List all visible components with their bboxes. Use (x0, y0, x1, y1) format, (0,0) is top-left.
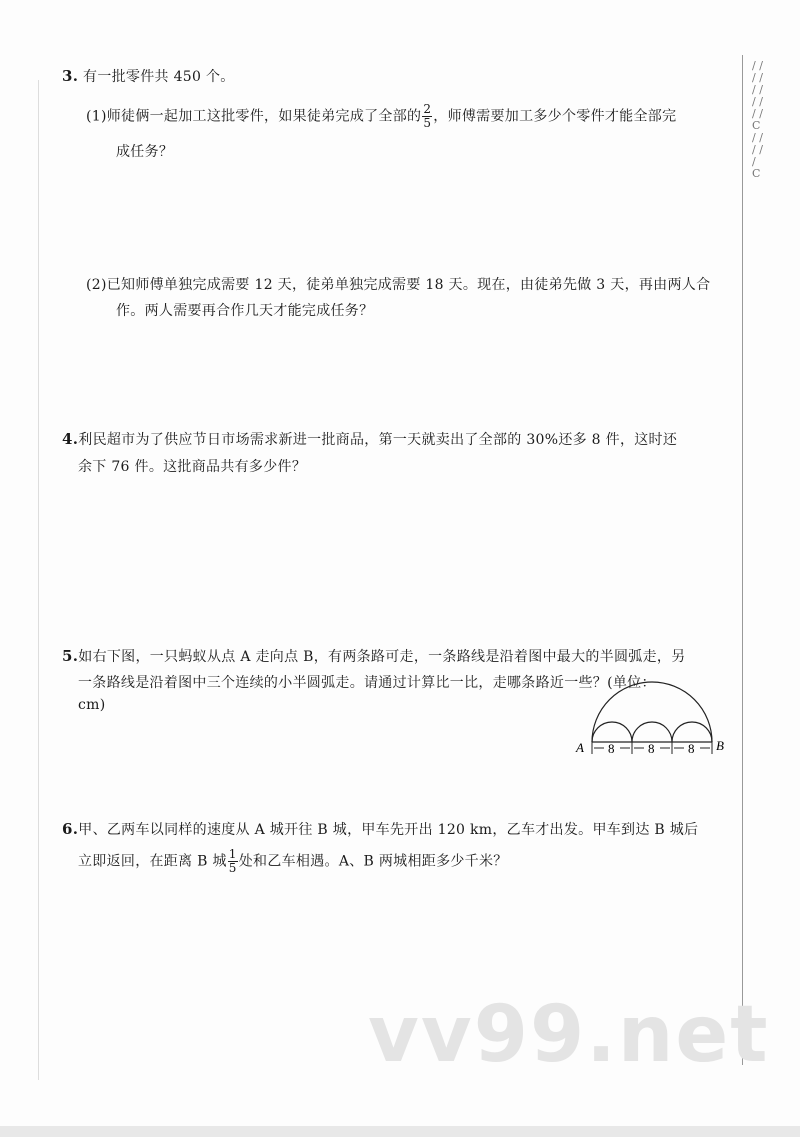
q3-part2-line2: 作。两人需要再合作几天才能完成任务？ (116, 303, 374, 319)
q5-text: 如右下图，一只蚂蚁从点 A 走向点 B，有两条路可走，一条路线是沿着图中最大的半圆弧走，另 (78, 649, 686, 665)
frac-denominator: 5 (423, 116, 432, 130)
q3-part1-cont: 成任务？ (116, 144, 174, 160)
q3-p1-text: (1)师徒俩一起加工这批零件，如果徒弟完成了全部的 (86, 108, 422, 125)
q3-number: 3. (62, 67, 79, 85)
semicircle-diagram (570, 680, 724, 760)
q4-line1 (62, 429, 677, 449)
segment-label: 8 (688, 741, 695, 756)
segment-label: 8 (608, 741, 615, 756)
q5-number: 5. (62, 647, 79, 665)
watermark: vv99.net (368, 990, 770, 1080)
frac-numerator: 2 (423, 102, 432, 116)
q6-text: 甲、乙两车以同样的速度从 A 城开往 B 城，甲车先开出 120 km，乙车才出发。甲车到达 B 城后 (78, 822, 699, 838)
q6-text3: 处和乙车相遇。A、B 两城相距多少千米？ (238, 853, 508, 870)
small-semicircles (592, 722, 712, 742)
q4-line2: 余下 76 件。这批商品共有多少件？ (78, 459, 307, 475)
point-a-label: A (576, 740, 584, 755)
q3-part2-line1: (2)已知师傅单独完成需要 12 天，徒弟单独完成需要 18 天。现在，由徒弟先做 3 天，再由两人合 (86, 277, 711, 293)
q6-line1 (62, 819, 698, 839)
page-left-edge (38, 80, 39, 1080)
fraction (228, 848, 238, 875)
point-b-label: B (716, 738, 724, 753)
q6-number: 6. (62, 820, 79, 838)
q4-number: 4. (62, 430, 79, 448)
large-semicircle (592, 682, 712, 742)
q5-line2: 一条路线是沿着图中三个连续的小半圆弧走。请通过计算比一比，走哪条路近一些？(单位： (78, 675, 656, 691)
binding-margin-line (742, 55, 746, 1065)
q6-line2 (78, 848, 508, 875)
page-bottom-strip (0, 1126, 800, 1137)
q5-line1 (62, 646, 686, 666)
q3-stem (62, 66, 235, 86)
q5-line3: cm) (78, 697, 106, 713)
q6-text2: 立即返回，在距离 B 城 (78, 853, 227, 870)
q3-part1 (86, 103, 676, 130)
q4-text: 利民超市为了供应节日市场需求新进一批商品，第一天就卖出了全部的 30%还多 8 件，这时还 (78, 432, 678, 448)
segment-label: 8 (648, 741, 655, 756)
frac-denominator: 5 (228, 861, 237, 875)
fraction (422, 103, 432, 130)
q3-p1-text2: ，师傅需要加工多少个零件才能全部完 (433, 108, 677, 125)
frac-numerator: 1 (228, 847, 237, 861)
q3-stem-text: 有一批零件共 450 个。 (83, 69, 235, 85)
binding-margin-marks: / / / / / / / / / / C / / / / / C (752, 59, 763, 180)
